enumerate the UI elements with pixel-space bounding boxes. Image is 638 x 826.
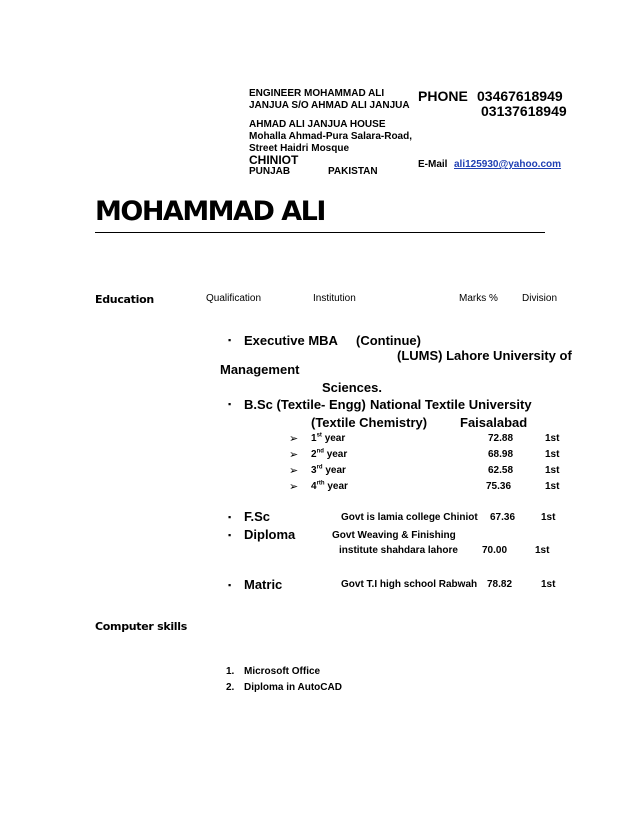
year-2-marks: 68.98 [488, 449, 514, 460]
matric-division: 1st [541, 579, 556, 590]
mba-institution-line-2: Management [220, 362, 300, 377]
bullet-square-icon: ▪ [228, 512, 232, 522]
fsc-title: F.Sc [244, 509, 271, 524]
bullet-square-icon: ▪ [228, 399, 232, 409]
page-title: MOHAMMAD ALI [95, 196, 325, 227]
email-label: E-Mail [418, 159, 448, 170]
mba-status: (Continue) [356, 333, 421, 348]
arrow-bullet-icon: ➢ [289, 449, 299, 461]
education-heading: Education [95, 293, 154, 306]
bullet-square-icon: ▪ [228, 580, 232, 590]
column-institution: Institution [313, 293, 356, 304]
address-province: PUNJAB [249, 166, 291, 177]
bsc-institution: National Textile University [370, 397, 532, 412]
mba-institution-line-1: (LUMS) Lahore University of [397, 348, 572, 363]
bsc-city: Faisalabad [460, 415, 528, 430]
year-3-label: 3rd year [311, 464, 346, 476]
year-1-marks: 72.88 [488, 433, 514, 444]
diploma-institution-line-1: Govt Weaving & Finishing [332, 530, 456, 541]
bsc-title: B.Sc (Textile- Engg) [244, 397, 366, 412]
diploma-division: 1st [535, 545, 550, 556]
address-country: PAKISTAN [328, 166, 378, 177]
phone-number-2: 03137618949 [481, 103, 567, 119]
fsc-marks: 67.36 [490, 512, 516, 523]
arrow-bullet-icon: ➢ [289, 481, 299, 493]
title-divider [95, 232, 545, 233]
year-4-division: 1st [545, 481, 560, 492]
matric-institution: Govt T.I high school Rabwah [341, 579, 478, 590]
year-2-label: 2nd year [311, 448, 348, 460]
skill-item-microsoft-office: Microsoft Office [244, 666, 321, 677]
address-line-3: AHMAD ALI JANJUA HOUSE [249, 119, 386, 130]
year-1-division: 1st [545, 433, 560, 444]
address-line-1: ENGINEER MOHAMMAD ALI [249, 88, 385, 99]
skill-item-number: 1. [226, 666, 235, 677]
diploma-title: Diploma [244, 527, 296, 542]
bullet-square-icon: ▪ [228, 335, 232, 345]
mba-institution-line-3: Sciences. [322, 380, 382, 395]
fsc-division: 1st [541, 512, 556, 523]
bsc-major: (Textile Chemistry) [311, 415, 428, 430]
address-line-2: JANJUA S/O AHMAD ALI JANJUA [249, 100, 410, 111]
address-line-4: Mohalla Ahmad-Pura Salara-Road, [249, 131, 412, 142]
year-3-division: 1st [545, 465, 560, 476]
mba-title: Executive MBA [244, 333, 338, 348]
column-division: Division [522, 293, 558, 304]
address-city: CHINIOT [249, 153, 299, 167]
year-4-marks: 75.36 [486, 481, 512, 492]
fsc-institution: Govt is lamia college Chiniot [341, 512, 478, 523]
diploma-institution-line-2: institute shahdara lahore [339, 545, 458, 556]
matric-title: Matric [244, 577, 283, 592]
address-line-5: Street Haidri Mosque [249, 143, 350, 154]
column-marks: Marks % [459, 293, 498, 304]
matric-marks: 78.82 [487, 579, 513, 590]
email-link[interactable]: ali125930@yahoo.com [454, 159, 562, 170]
bullet-square-icon: ▪ [228, 530, 232, 540]
skill-item-number: 2. [226, 682, 235, 693]
year-2-division: 1st [545, 449, 560, 460]
skill-item-autocad: Diploma in AutoCAD [244, 682, 342, 693]
column-qualification: Qualification [206, 293, 262, 304]
diploma-marks: 70.00 [482, 545, 508, 556]
phone-label: PHONE [418, 88, 468, 104]
year-3-marks: 62.58 [488, 465, 514, 476]
year-4-label: $4^{rth}$ year [311, 480, 348, 492]
arrow-bullet-icon: ➢ [289, 465, 299, 477]
phone-number-1: 03467618949 [477, 88, 563, 104]
year-1-label: 1st year [311, 432, 346, 444]
arrow-bullet-icon: ➢ [289, 433, 299, 445]
computer-skills-heading: Computer skills [95, 620, 187, 633]
